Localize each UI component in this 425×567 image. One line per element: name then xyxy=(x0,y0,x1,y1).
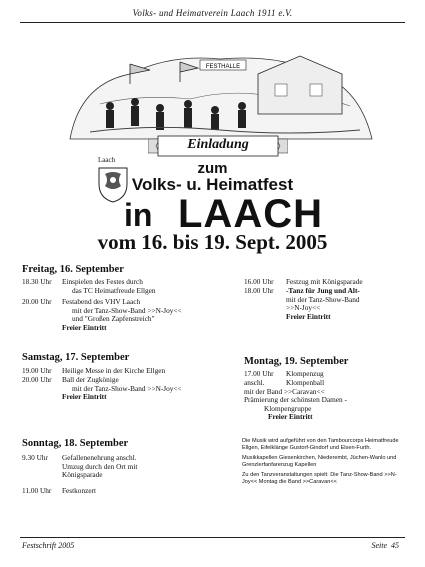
event-desc: Heilige Messe in der Kirche Ellgen xyxy=(62,366,166,375)
friday-heading: Freitag, 16. September xyxy=(22,264,124,275)
title-laach: LAACH xyxy=(178,192,323,236)
event-desc: -Tanz für Jung und Alt- mit der Tanz-Show-Band >>N-Joy<< Freier Eintritt xyxy=(286,286,360,321)
music-info-box xyxy=(242,438,404,528)
info-paragraph: Zu den Tanzveranstaltungen spielt: Die Tanz-Show-Band >>N-Joy<< Montag die Band >>Caravan<< xyxy=(242,472,397,485)
sign-text: FESTHALLE xyxy=(205,64,241,70)
event-desc: Festabend des VHV Laach mit der Tanz-Show-Band >>N-Joy<< und "Großen Zapfenstreich" Freier Eintritt xyxy=(62,297,182,332)
footer-publication: Festschrift 2005 xyxy=(22,541,75,550)
event-desc: Ball der Zugkönige mit der Tanz-Show-Band >>N-Joy<< Freier Eintritt xyxy=(62,375,182,402)
event-time: anschl. xyxy=(244,378,265,387)
event-time: 19.00 Uhr xyxy=(22,366,52,375)
event-desc: Einspielen des Festes durch das TC Heimatfreude Ellgen xyxy=(62,277,156,295)
event-desc: Festkonzert xyxy=(62,486,97,495)
info-paragraph: Die Musik wird aufgeführt von den Tambourcorps Heimatfreude Ellgen, Eifelklänge Gustorf-Gindorf und Elsen-Furth. xyxy=(242,438,399,451)
saturday-heading: Samstag, 17. September xyxy=(22,352,130,363)
page-number: 45 xyxy=(391,541,399,550)
page-label: Seite xyxy=(371,541,387,550)
title-zum: zum xyxy=(197,160,228,177)
event-time: 20.00 Uhr xyxy=(22,375,52,384)
header-rule xyxy=(20,22,405,23)
crest-label: Laach xyxy=(98,156,116,164)
page-header: Volks- und Heimatverein Laach 1911 e.V. xyxy=(132,8,293,18)
event-time: 17.00 Uhr xyxy=(244,369,274,378)
event-time: 18.00 Uhr xyxy=(244,286,274,295)
event-desc: Klompenzug xyxy=(286,369,324,378)
banner-title: Einladung xyxy=(187,137,249,152)
festival-illustration xyxy=(60,44,380,144)
event-time: 11.00 Uhr xyxy=(22,486,52,495)
title-festival: Volks- u. Heimatfest xyxy=(131,175,294,194)
event-desc: Gefallenenehrung anschl. Umzug durch den Ort mit Königsparade xyxy=(62,453,138,480)
footer-page xyxy=(371,541,399,550)
event-time: 16.00 Uhr xyxy=(244,277,274,286)
title-in: in xyxy=(124,197,153,233)
footer-rule xyxy=(20,537,405,538)
info-paragraph: Musikkapellen Giesenkirchen, Niederembt, Jüchen-Wanlo und Grenzlerfanfarenzug Kapellen xyxy=(242,455,397,468)
event-desc: Festzug mit Königsparade xyxy=(286,277,363,286)
sunday-heading: Sonntag, 18. September xyxy=(22,438,129,449)
event-time: 9.30 Uhr xyxy=(22,453,48,462)
event-time: 18.30 Uhr xyxy=(22,277,52,286)
monday-heading: Montag, 19. September xyxy=(244,356,349,367)
festival-dates: vom 16. bis 19. Sept. 2005 xyxy=(97,230,328,254)
event-desc: Klompenball mit der Band >>Caravan<< Prämierung der schönsten Damen - Klompengruppe Freier Eintritt xyxy=(244,378,347,422)
event-time: 20.00 Uhr xyxy=(22,297,52,306)
